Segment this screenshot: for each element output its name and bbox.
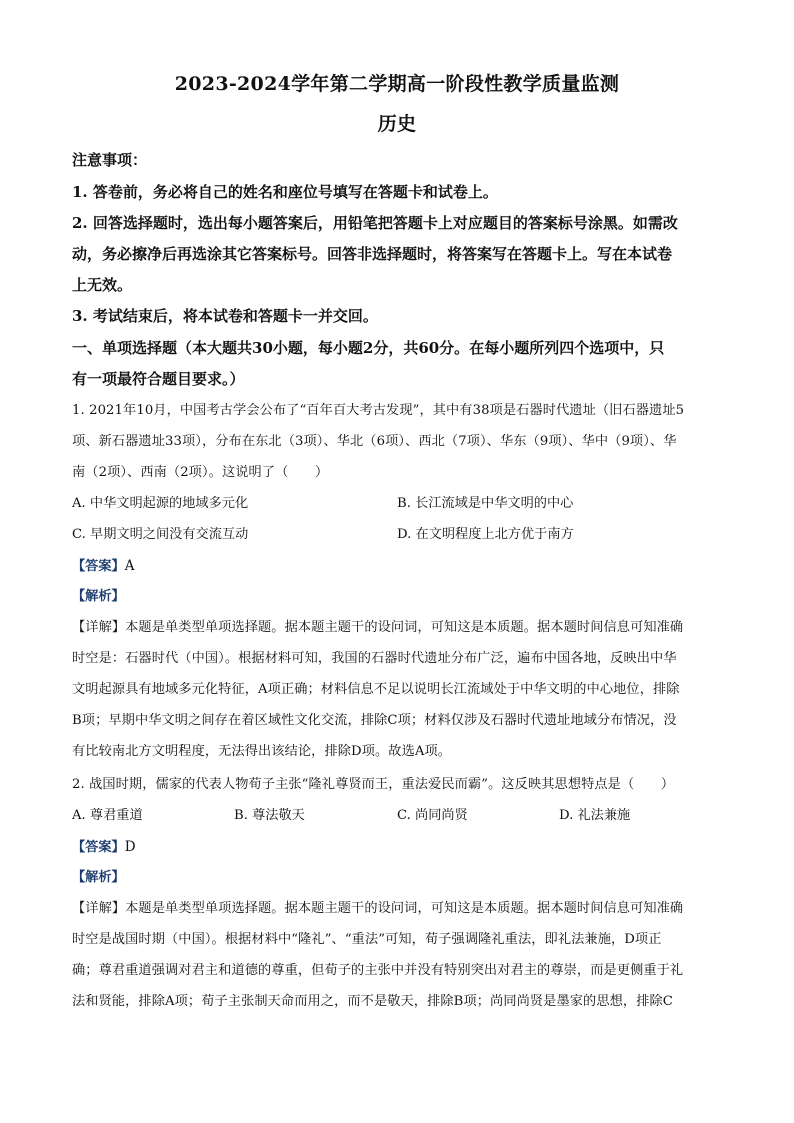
- q1-detail: 【详解】本题是单类型单项选择题。据本题主题干的设问词，可知这是本质题。据本题时间信息可知准确: [72, 620, 684, 635]
- q1-option-c: C. 早期文明之间没有交流互动: [72, 527, 249, 542]
- exam-title: 2023-2024学年第二学期高一阶段性教学质量监测: [174, 73, 620, 95]
- section-heading-cont: 有一项最符合题目要求。）: [72, 370, 245, 388]
- q2-detail: 时空是战国时期（中国）。根据材料中“隆礼”、“重法”可知，荀子强调隆礼重法，即礼法兼施，D项正: [72, 932, 662, 947]
- q2-option-a: A. 尊君重道: [72, 808, 143, 823]
- notice-item: 1. 答卷前，务必将自己的姓名和座位号填写在答题卡和试卷上。: [72, 183, 498, 201]
- q1-detail: 文明起源具有地域多元化特征，A项正确；材料信息不足以说明长江流域处于中华文明的中心地位，排除: [72, 682, 680, 697]
- answer-value: A: [124, 558, 135, 574]
- q2-analysis-label: [72, 868, 125, 888]
- q2-option-c: C. 尚同尚贤: [397, 808, 468, 823]
- analysis-label: 【解析】: [72, 589, 125, 604]
- q2-detail: 法和贤能，排除A项；荀子主张制天命而用之，而不是敬天，排除B项；尚同尚贤是墨家的思想，排除C: [72, 994, 673, 1009]
- q2-option-d: D. 礼法兼施: [559, 808, 631, 823]
- section-heading: 一、单项选择题（本大题共30小题，每小题2分，共60分。在每小题所列四个选项中，只: [72, 339, 665, 357]
- notice-item: 2. 回答选择题时，选出每小题答案后，用铅笔把答题卡上对应题目的答案标号涂黑。如需改: [72, 214, 678, 232]
- q1-detail: 有比较南北方文明程度，无法得出该结论，排除D项。故选A项。: [72, 744, 452, 759]
- q1-option-b: B. 长江流域是中华文明的中心: [397, 496, 574, 511]
- answer-label: 【答案】: [72, 840, 125, 855]
- answer-value: D: [124, 839, 136, 855]
- q1-option-a: A. 中华文明起源的地域多元化: [72, 496, 249, 511]
- q2-option-b: B. 尊法敬天: [234, 808, 305, 823]
- q1-answer: [72, 556, 135, 577]
- answer-label: 【答案】: [72, 559, 125, 574]
- notice-item: 动，务必擦净后再选涂其它答案标号。回答非选择题时，将答案写在答题卡上。写在本试卷: [72, 245, 673, 263]
- q1-detail: B项；早期中华文明之间存在着区域性文化交流，排除C项；材料仅涉及石器时代遗址地域分布情况，没: [72, 713, 677, 728]
- q2-detail: 【详解】本题是单类型单项选择题。据本题主题干的设问词，可知这是本质题。据本题时间信息可知准确: [72, 901, 684, 916]
- analysis-label: 【解析】: [72, 870, 125, 885]
- q1-stem: 1. 2021年10月，中国考古学会公布了“百年百大考古发现”，其中有38项是石器时代遗址（旧石器遗址5: [72, 403, 685, 418]
- q2-stem: 2. 战国时期，儒家的代表人物荀子主张“隆礼尊贤而王，重法爱民而霸”。这反映其思想特点是（ ）: [72, 777, 675, 792]
- q1-analysis-label: [72, 587, 125, 607]
- q1-stem: 南（2项）、西南（2项）。这说明了（ ）: [72, 465, 329, 480]
- q2-detail: 确；尊君重道强调对君主和道德的尊重，但荀子的主张中并没有特别突出对君主的尊崇，而是更侧重于礼: [72, 963, 684, 978]
- q1-detail: 时空是：石器时代（中国）。根据材料可知，我国的石器时代遗址分布广泛，遍布中国各地，反映出中华: [72, 651, 677, 666]
- notice-item: 上无效。: [72, 276, 133, 294]
- q2-answer: [72, 837, 136, 858]
- notice-item: 3. 考试结束后，将本试卷和答题卡一并交回。: [72, 307, 378, 325]
- subject-title: 历史: [377, 113, 417, 135]
- notice-heading: 注意事项：: [72, 151, 148, 169]
- q1-option-d: D. 在文明程度上北方优于南方: [397, 527, 574, 542]
- q1-stem: 项、新石器遗址33项），分布在东北（3项）、华北（6项）、西北（7项）、华东（9项）、华中（9项）、华: [72, 434, 677, 449]
